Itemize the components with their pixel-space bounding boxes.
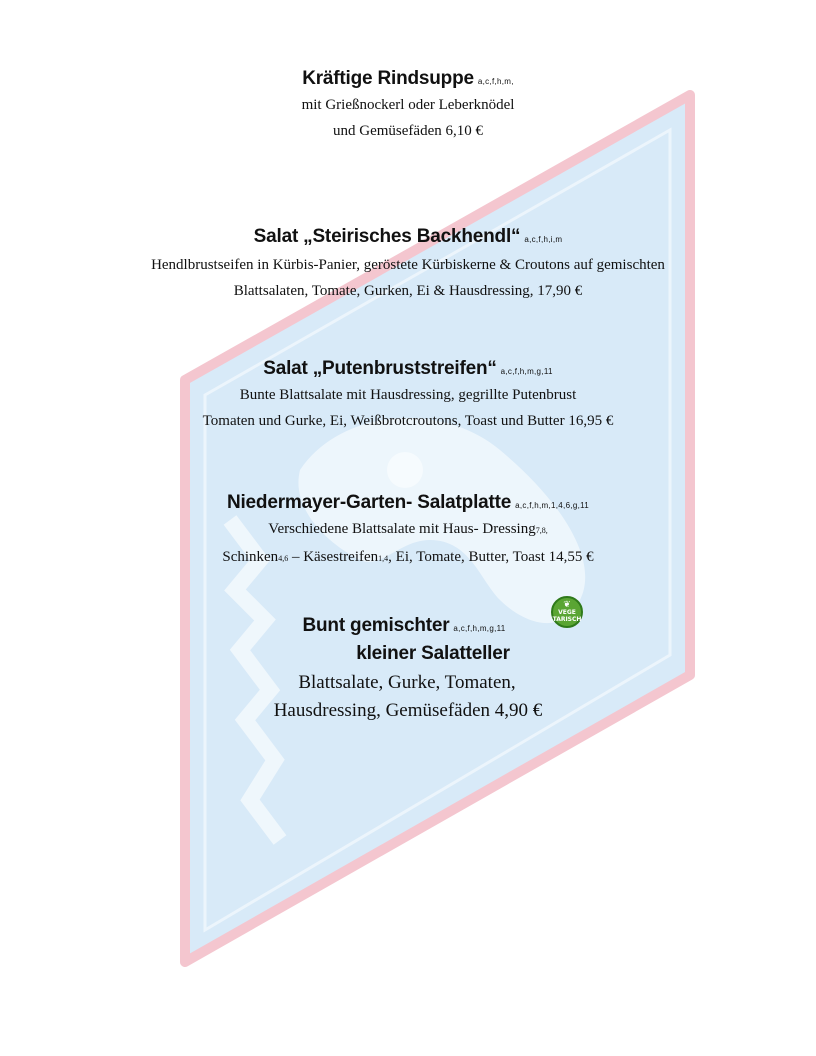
item-title: Niedermayer-Garten- Salatplatte a,c,f,h,m,1,4,6,g,11 (226, 492, 590, 513)
menu-item-backhendl (0, 226, 816, 304)
item-description-price: Blattsalaten, Tomate, Gurken, Ei & Hausdressing, 17,90 € (233, 283, 583, 299)
item-description: Verschiedene Blattsalate mit Haus- Dressing7,8, (268, 521, 548, 537)
item-title: Salat „Putenbruststreifen“ a,c,f,h,m,g,11 (263, 358, 553, 379)
item-description: Blattsalate, Gurke, Tomaten, (298, 672, 516, 693)
allergen-codes: a,c,f,h,m,g,11 (500, 367, 553, 376)
item-description: mit Grießnockerl oder Leberknödel (301, 97, 515, 113)
menu-item-salatteller (0, 615, 816, 725)
item-description: Hendlbrustseifen in Kürbis-Panier, geröstete Kürbiskerne & Croutons auf gemischten (151, 257, 665, 273)
item-description: Bunte Blattsalate mit Hausdressing, gegrillte Putenbrust (239, 387, 577, 403)
allergen-codes: a,c,f,h,i,m (524, 235, 563, 244)
item-description-price: Hausdressing, Gemüsefäden 4,90 € (273, 700, 543, 721)
menu-item-putenbrust (0, 358, 816, 434)
item-description-price: Schinken4,6 – Käsestreifen1,4, Ei, Tomate, Butter, Toast 14,55 € (222, 549, 594, 565)
item-title: Salat „Steirisches Backhendl“ a,c,f,h,i,m (253, 226, 563, 247)
item-description-price: und Gemüsefäden 6,10 € (333, 123, 483, 139)
leaf-icon: ❦ (563, 599, 571, 610)
item-title-line2: kleiner Salatteller (356, 643, 510, 664)
allergen-codes: a,c,f,h,m, (477, 77, 514, 86)
allergen-codes: a,c,f,h,m,g,11 (453, 624, 506, 633)
menu-item-rindsuppe (0, 68, 816, 144)
vegetarian-badge: ❦ VEGE TARISCH (551, 596, 583, 628)
menu-item-salatplatte (0, 492, 816, 572)
item-title: Bunt gemischter a,c,f,h,m,g,11 (302, 615, 506, 636)
item-description-price: Tomaten und Gurke, Ei, Weißbrotcroutons, Toast und Butter 16,95 € (202, 413, 614, 429)
item-title: Kräftige Rindsuppe a,c,f,h,m, (302, 68, 514, 89)
allergen-codes: a,c,f,h,m,1,4,6,g,11 (515, 501, 590, 510)
